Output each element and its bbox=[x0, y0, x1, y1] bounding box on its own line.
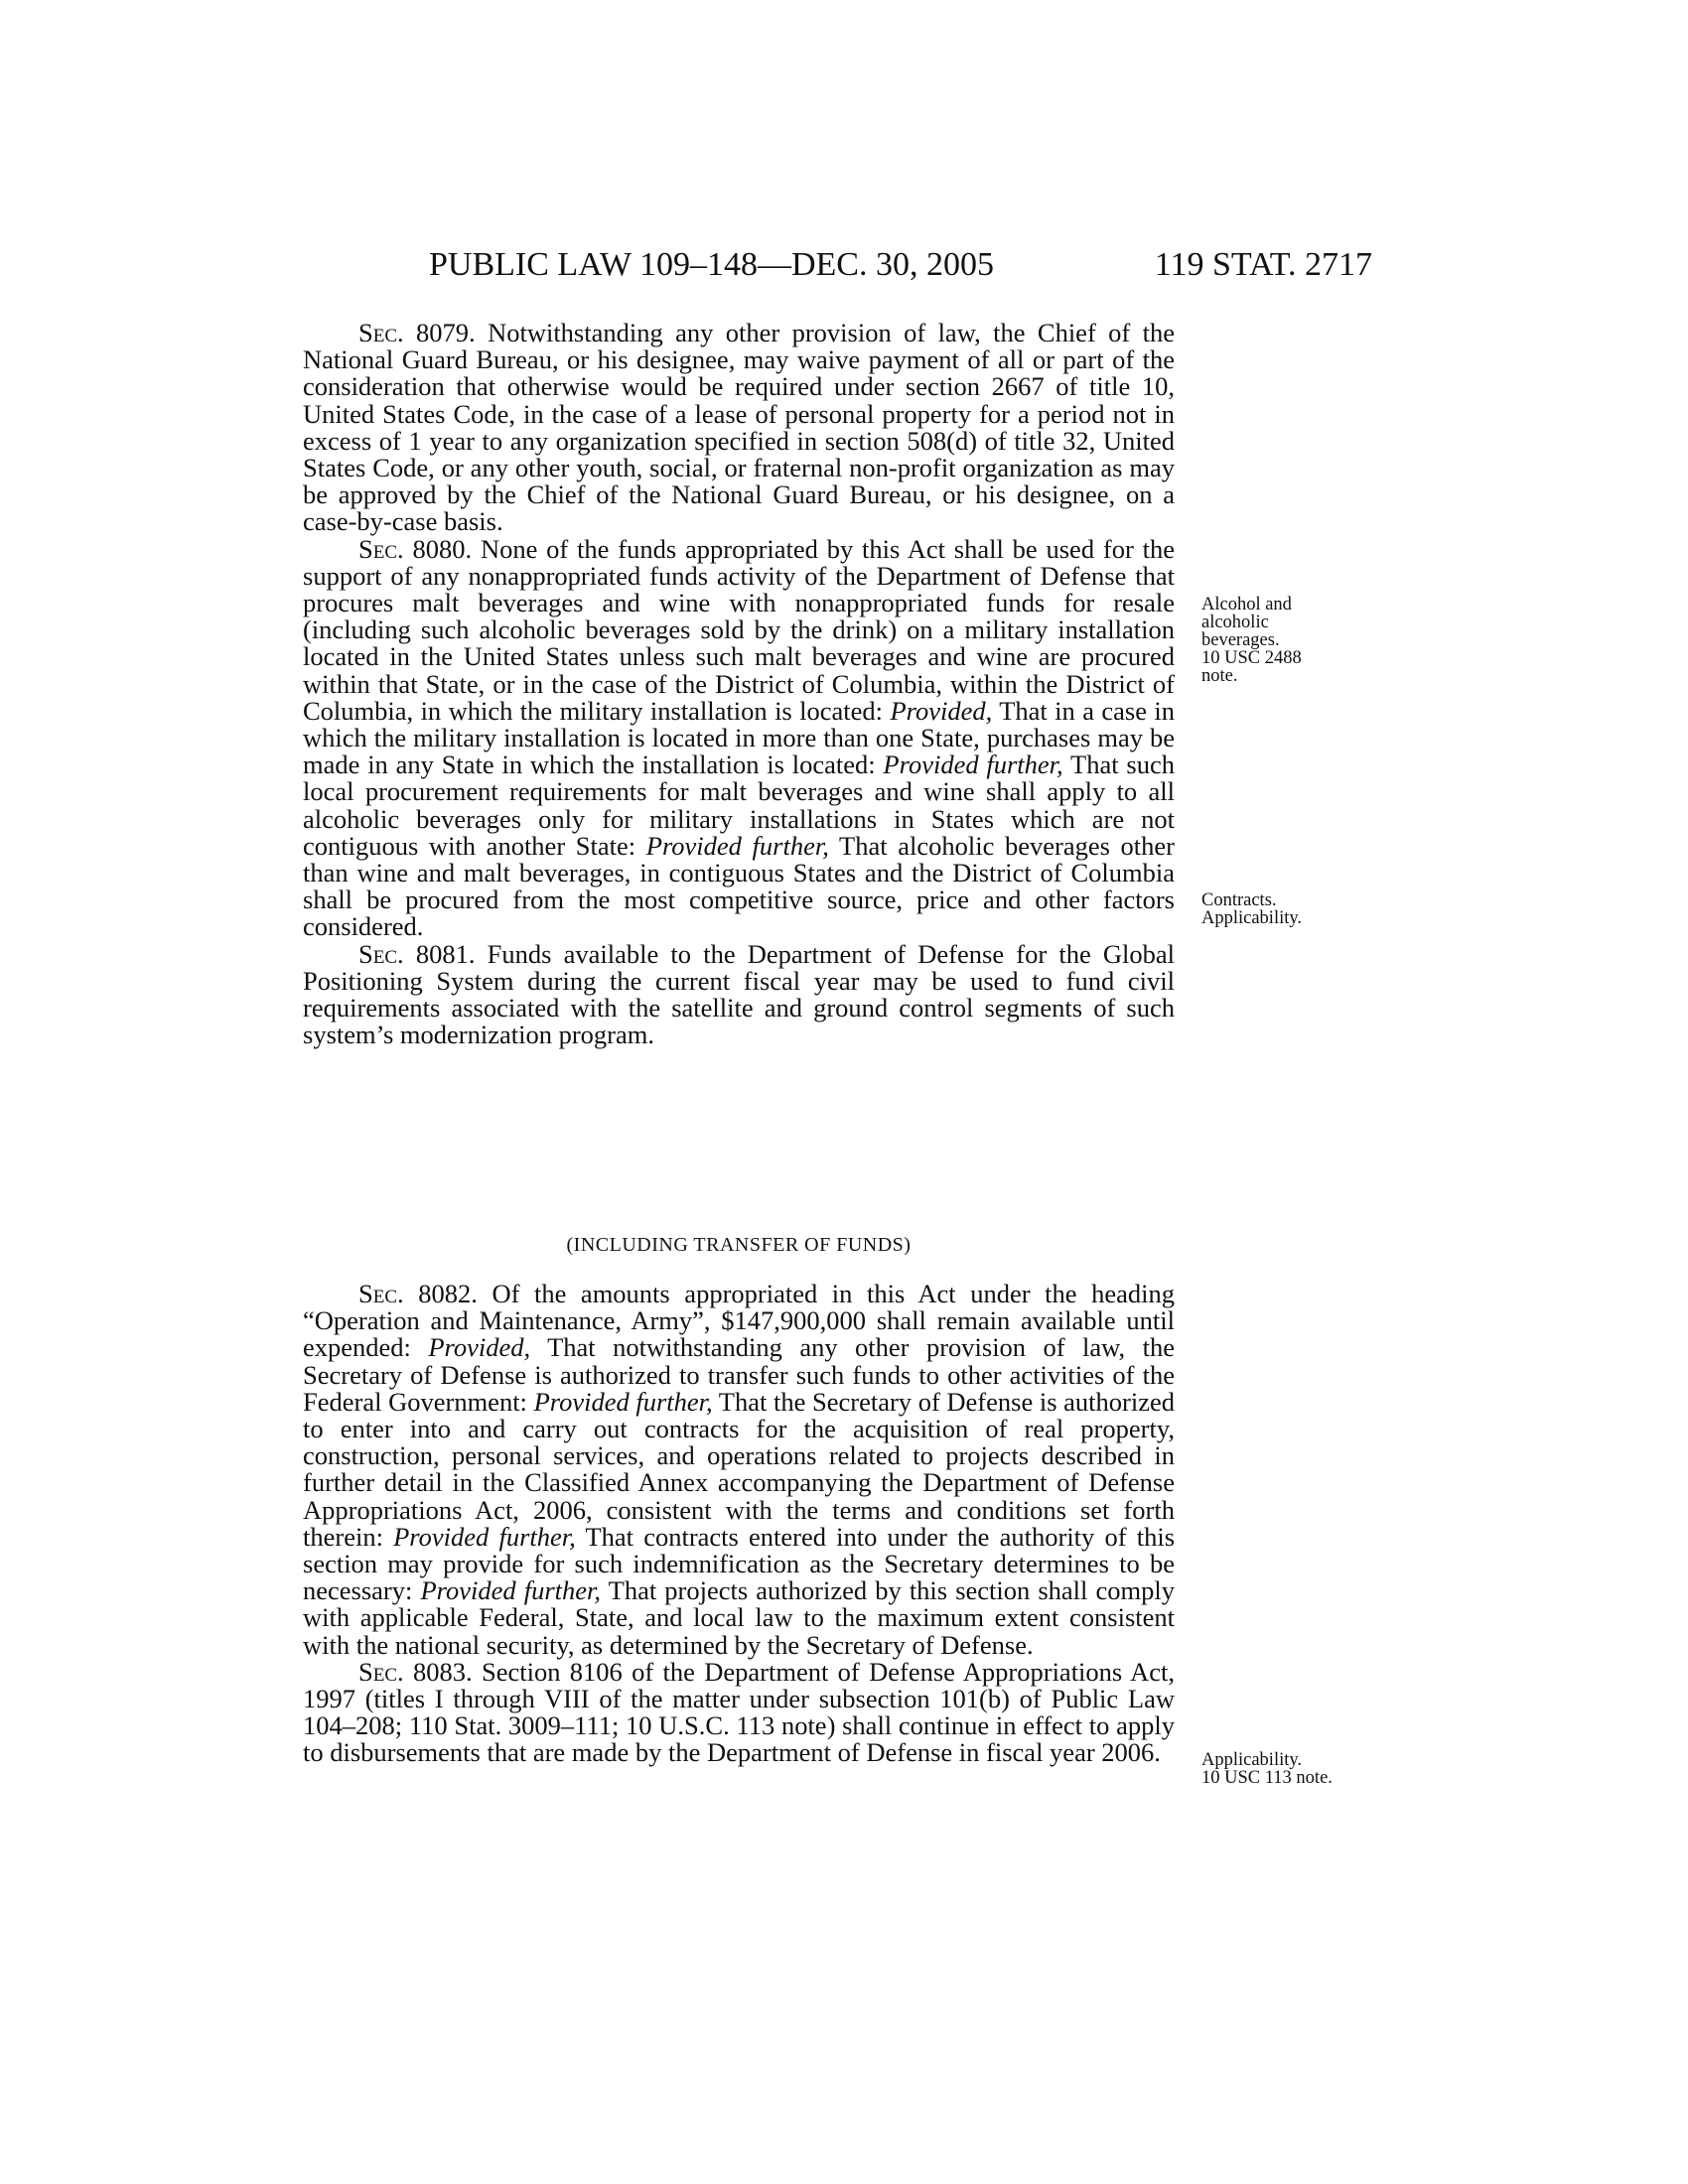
section-8079: Sec. 8079. Notwithstanding any other provision of law, the Chief of the National Guard Bureau, or his designee, may waive payment of all or part of the consideration that otherwise would be required under section 2667 of title 10, United States Code, in the case of a lease of personal property for a period not in excess of 1 year to any organization specified in section 508(d) of title 32, United States Code, or any other youth, social, or fraternal non-profit organization as may be approved by the Chief of the National Guard Bureau, or his designee, on a case-by-case basis. bbox=[303, 318, 1175, 537]
statute-page-number: 119 STAT. 2717 bbox=[1154, 246, 1372, 283]
margin-note-alcohol: Alcohol and alcoholic beverages. 10 USC 2488 note. bbox=[1201, 595, 1302, 686]
section-8081: Sec. 8081. Funds available to the Department of Defense for the Global Positioning System during the current fiscal year may be used to fund civil requirements associated with the satellite and ground control segments of such system’s modernization program. bbox=[303, 938, 1176, 1050]
margin-note-applicability: Applicability. 10 USC 113 note. bbox=[1201, 1750, 1333, 1788]
section-8083: Sec. 8083. Section 8106 of the Department of Defense Appropriations Act, 1997 (titles I through VIII of the matter under subsection 101(b) of Public Law 104–208; 110 Stat. 3009–111; 10 U.S.C. 113 note) shall continue in effect to apply to disbursements that are made by the Department of Defense in fiscal year 2006. bbox=[303, 1656, 1176, 1768]
transfer-of-funds-heading: (INCLUDING TRANSFER OF FUNDS) bbox=[566, 1234, 912, 1256]
margin-note-contracts: Contracts. Applicability. bbox=[1201, 890, 1303, 928]
section-8080: Sec. 8080. None of the funds appropriated by this Act shall be used for the support of any nonappropriated funds activity of the Department of Defense that procures malt beverages and wine with nonappropriated funds for resale (including such alcoholic beverages sold by the drink) on a military installation located in the United States unless such malt beverages and wine are procured within that State, or in the case of the District of Columbia, within the District of Columbia, in which the military installation is located: Provided, That in a case in which the military installation is located in more than one State, purchases may be made in any State in which the installation is located: Provided further, That such local procurement requirements for malt beverages and wine shall apply to all alcoholic beverages only for military installations in States which are not contiguous with another State: Provided further, That alcoholic beverages other than wine and malt beverages, in contiguous States and the District of Columbia shall be procured from the most competitive source, price and other factors considered. bbox=[303, 533, 1176, 942]
sections-lower bbox=[303, 1281, 1175, 1767]
page-header bbox=[429, 246, 1372, 286]
sections-upper bbox=[303, 320, 1175, 1048]
section-8082: Sec. 8082. Of the amounts appropriated in this Act under the heading “Operation and Maintenance, Army”, $147,900,000 shall remain available until expended: Provided, That notwithstanding any other provision of law, the Secretary of Defense is authorized to transfer such funds to other activities of the Federal Government: Provided further, That the Secretary of Defense is authorized to enter into and carry out contracts for the acquisition of real property, construction, personal services, and operations related to projects described in further detail in the Classified Annex accompanying the Department of Defense Appropriations Act, 2006, consistent with the terms and conditions set forth therein: Provided further, That contracts entered into under the authority of this section may provide for such indemnification as the Secretary determines to be necessary: Provided further, That projects authorized by this section shall comply with applicable Federal, State, and local law to the maximum extent consistent with the national security, as determined by the Secretary of Defense. bbox=[303, 1279, 1176, 1660]
public-law-title: PUBLIC LAW 109–148—DEC. 30, 2005 bbox=[429, 246, 994, 283]
